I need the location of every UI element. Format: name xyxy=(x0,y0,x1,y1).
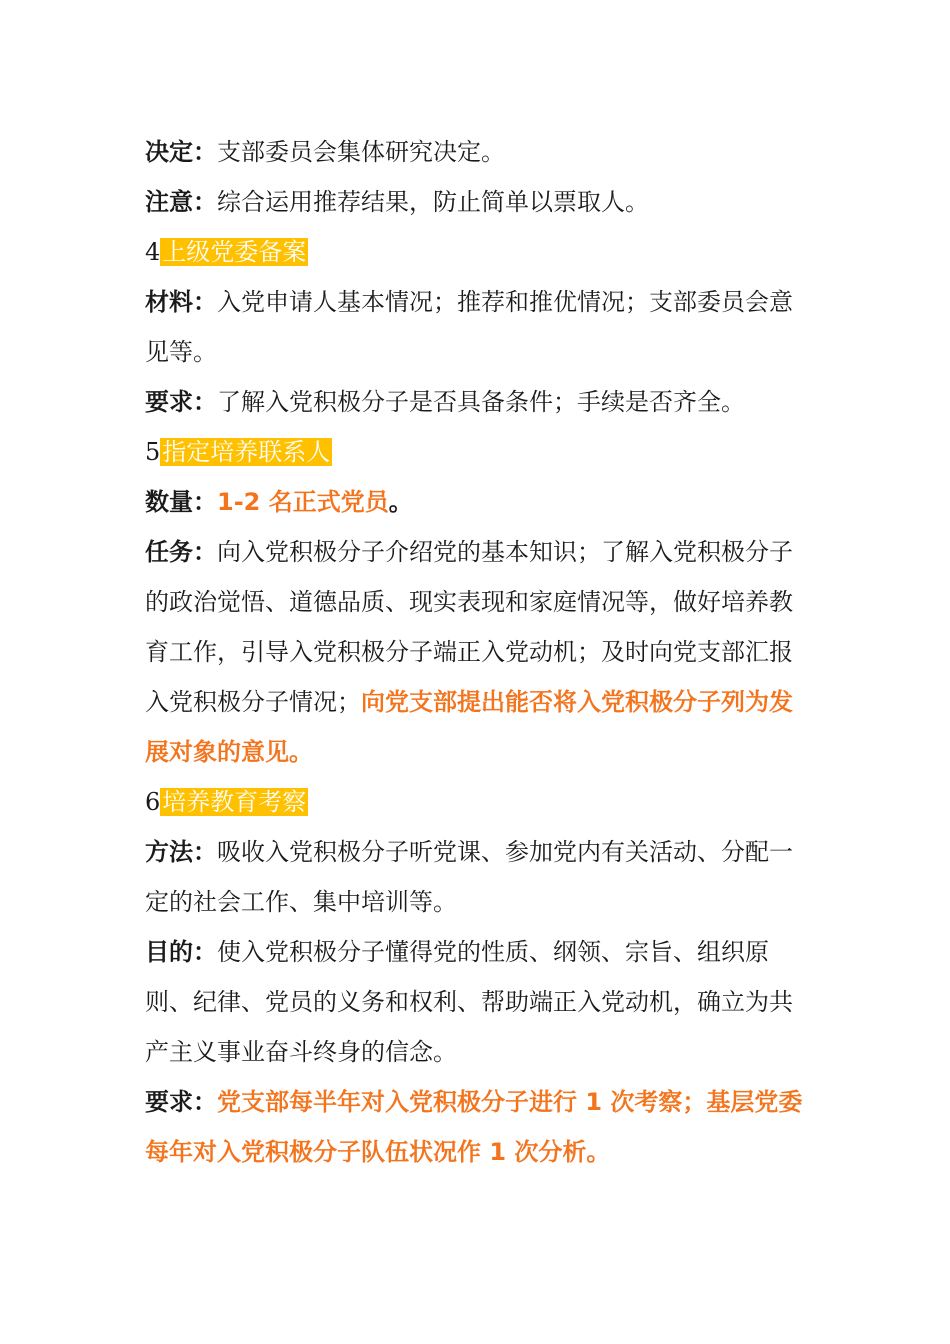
label-method: 方法： xyxy=(145,838,217,866)
paragraph-goal xyxy=(145,927,805,1077)
label-requirement-6: 要求： xyxy=(145,1088,217,1116)
section-number-6: 6 xyxy=(145,788,161,816)
paragraph-method xyxy=(145,827,805,927)
paragraph-count xyxy=(145,477,805,527)
label-requirement-4: 要求： xyxy=(145,388,217,416)
paragraph-material xyxy=(145,277,805,377)
section-heading-5 xyxy=(145,427,805,477)
text-goal: 使入党积极分子懂得党的性质、纲领、宗旨、组织原则、纪律、党员的义务和权利、帮助端正入党动机，确立为共产主义事业奋斗终身的信念。 xyxy=(145,938,793,1066)
paragraph-decision xyxy=(145,127,805,177)
label-goal: 目的： xyxy=(145,938,217,966)
text-method: 吸收入党积极分子听党课、参加党内有关活动、分配一定的社会工作、集中培训等。 xyxy=(145,838,793,916)
paragraph-note xyxy=(145,177,805,227)
paragraph-requirement-4 xyxy=(145,377,805,427)
label-note: 注意： xyxy=(145,188,217,216)
label-count: 数量： xyxy=(145,488,217,516)
section-heading-6 xyxy=(145,777,805,827)
section-heading-4 xyxy=(145,227,805,277)
section-title-4: 上级党委备案 xyxy=(162,238,307,266)
section-number-4: 4 xyxy=(145,238,161,266)
label-decision: 决定： xyxy=(145,138,217,166)
paragraph-task xyxy=(145,527,805,777)
text-count-end: 。 xyxy=(388,488,413,516)
label-task: 任务： xyxy=(145,538,217,566)
section-title-6: 培养教育考察 xyxy=(162,788,307,816)
text-requirement-4: 了解入党积极分子是否具备条件；手续是否齐全。 xyxy=(217,388,745,416)
text-task: 向入党积极分子介绍党的基本知识；了解入党积极分子的政治觉悟、道德品质、现实表现和家庭情况等，做好培养教育工作，引导入党积极分子端正入党动机；及时向党支部汇报入党积极分子情况； xyxy=(145,538,793,716)
section-number-5: 5 xyxy=(145,438,161,466)
paragraph-requirement-6 xyxy=(145,1077,805,1177)
text-note: 综合运用推荐结果，防止简单以票取人。 xyxy=(217,188,649,216)
value-count: 1-2 名正式党员 xyxy=(217,488,389,516)
label-material: 材料： xyxy=(145,288,217,316)
text-material: 入党申请人基本情况；推荐和推优情况；支部委员会意见等。 xyxy=(145,288,793,366)
section-title-5: 指定培养联系人 xyxy=(162,438,331,466)
text-decision: 支部委员会集体研究决定。 xyxy=(217,138,505,166)
document-body xyxy=(145,127,805,1177)
text-task-emphasis: 向党支部提出能否将入党积极分子列为发展对象的意见。 xyxy=(145,688,793,766)
text-requirement-6: 党支部每半年对入党积极分子进行 1 次考察；基层党委每年对入党积极分子队伍状况作 1 次分析。 xyxy=(145,1088,803,1166)
